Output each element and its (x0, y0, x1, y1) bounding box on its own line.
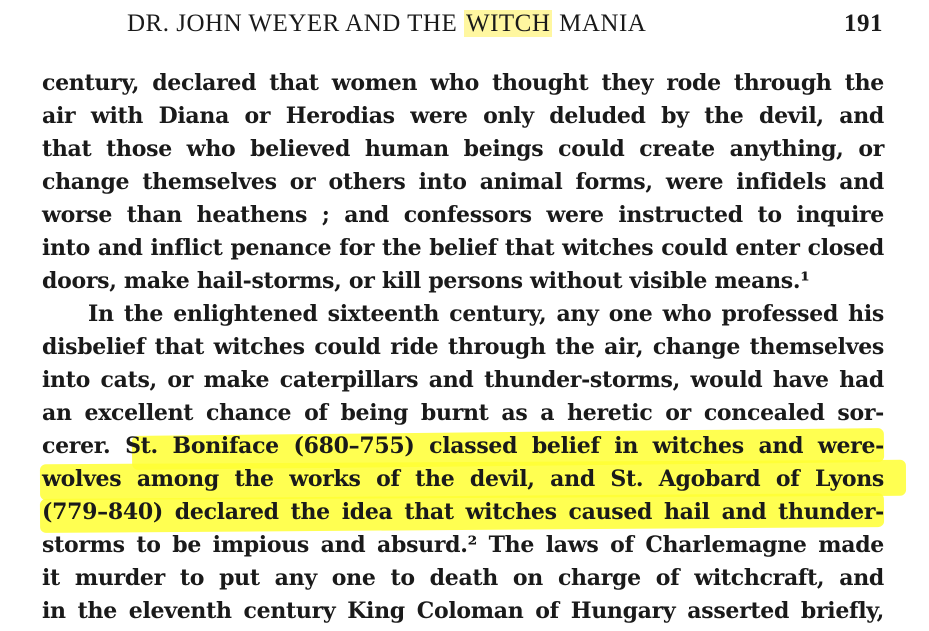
text-line: doors, make hail-storms, or kill persons without visible means.¹ (42, 268, 810, 294)
title-part-1: DR. JOHN WEYER AND THE (127, 10, 464, 37)
text-line: into and inflict penance for the belief that witches could enter closed (42, 235, 884, 261)
text-line: In the enlightened sixteenth century, any one who professed his (88, 301, 884, 327)
text-line: worse than heathens ; and confessors were instructed to inquire (42, 202, 884, 228)
text-line: cerer. St. Boniface (680–755) classed belief in witches and were- (42, 433, 884, 459)
title-part-2: MANIA (552, 10, 647, 37)
running-title (127, 6, 646, 42)
highlighted-word: WITCH (465, 10, 551, 37)
text-line: storms to be impious and absurd.² The laws of Charlemagne made (42, 532, 884, 558)
text-line: in the eleventh century King Coloman of Hungary asserted briefly, (42, 598, 884, 624)
text-line: change themselves or others into animal forms, were infidels and (42, 169, 884, 195)
text-line: that those who believed human beings could create anything, or (42, 136, 884, 162)
text-line: into cats, or make caterpillars and thunder-storms, would have had (42, 367, 884, 393)
running-header (127, 6, 887, 42)
text-line: wolves among the works of the devil, and St. Agobard of Lyons (42, 466, 884, 492)
text-line: century, declared that women who thought they rode through the (42, 70, 884, 96)
text-line: an excellent chance of being burnt as a heretic or concealed sor- (42, 400, 884, 426)
text-line: disbelief that witches could ride through the air, change themselves (42, 334, 884, 360)
text-line: (779–840) declared the idea that witches caused hail and thunder- (42, 499, 884, 525)
page-number: 191 (844, 10, 883, 37)
text-line: air with Diana or Herodias were only deluded by the devil, and (42, 103, 884, 129)
text-line: it murder to put any one to death on charge of witchcraft, and (42, 565, 884, 591)
